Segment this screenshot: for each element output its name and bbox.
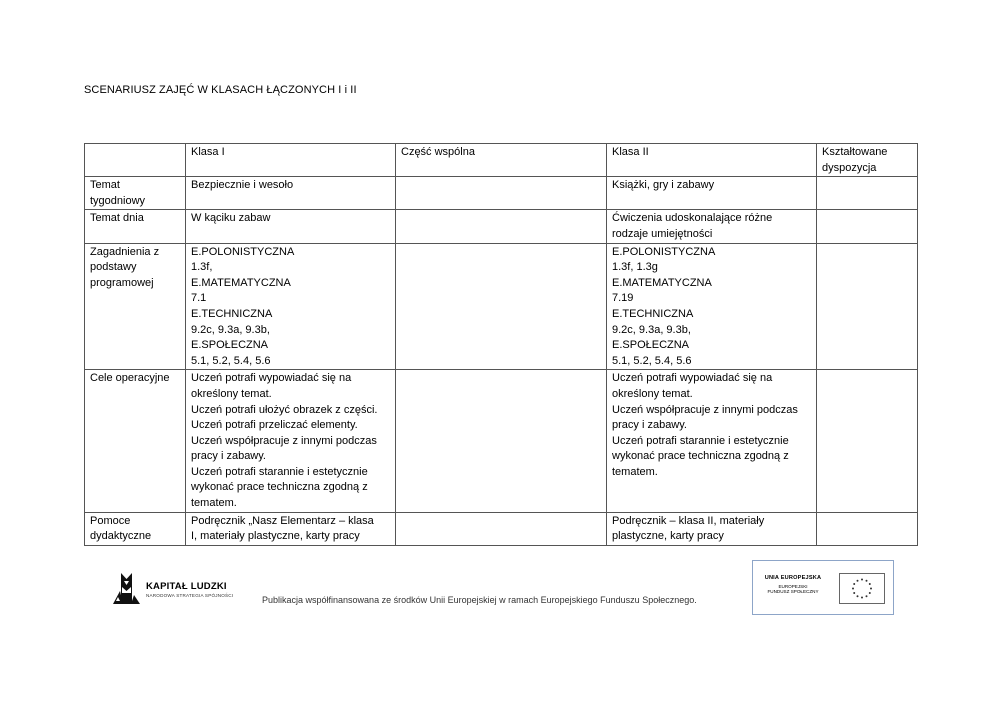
cell-text-line: Uczeń potrafi wypowiadać się na	[612, 372, 773, 385]
klasa-2-cell	[607, 177, 817, 210]
cell-text-line: pracy i zabawy.	[612, 419, 687, 432]
row-label-cell	[85, 370, 186, 512]
dyspozycja-cell	[817, 512, 918, 545]
klasa-2-cell	[607, 370, 817, 512]
cell-text-line: Uczeń potrafi starannie i estetycznie	[612, 434, 789, 447]
dyspozycja-cell	[817, 243, 918, 370]
eu-line-2: EUROPEJSKI	[778, 584, 808, 589]
czesc-wspolna-cell	[396, 210, 607, 243]
cell-text-line: Temat dnia	[90, 212, 144, 225]
cell-text-line: rodzaje umiejętności	[612, 227, 713, 240]
cell-text-line: W kąciku zabaw	[191, 212, 271, 225]
klasa-2-cell	[607, 210, 817, 243]
cell-text-line: określony temat.	[191, 387, 272, 400]
cell-text-line: 1.3f, 1.3g	[612, 261, 658, 274]
cell-text-line: E.MATEMATYCZNA	[191, 276, 291, 289]
cell-text-line: E.SPOŁECZNA	[612, 339, 690, 352]
cell-text-line: Cele operacyjne	[90, 372, 170, 385]
czesc-wspolna-cell	[396, 177, 607, 210]
header-label: Klasa II	[612, 146, 649, 158]
klasa-1-cell	[186, 243, 396, 370]
cell-text-line: Uczeń potrafi ułożyć obrazek z części.	[191, 403, 378, 416]
kapital-ludzki-emblem-icon	[112, 571, 142, 607]
klasa-1-cell	[186, 370, 396, 512]
cell-text-line: tematem.	[191, 497, 237, 510]
czesc-wspolna-cell	[396, 370, 607, 512]
eu-star	[869, 583, 871, 585]
table-row	[85, 177, 918, 210]
eu-star	[869, 592, 871, 594]
cell-text-line: pracy i zabawy.	[191, 450, 266, 463]
eu-logo-box	[752, 560, 894, 615]
cell-text-line: Ćwiczenia udoskonalające różne	[612, 212, 773, 225]
cell-text-line: Uczeń współpracuje z innymi podczas	[612, 403, 798, 416]
cell-text-line: E.TECHNICZNA	[191, 307, 273, 320]
cell-text-line: Temat	[90, 179, 120, 192]
klasa-1-cell	[186, 177, 396, 210]
logo-subtitle: NARODOWA STRATEGIA SPÓJNOŚCI	[146, 593, 234, 598]
cell-text-line: Książki, gry i zabawy	[612, 179, 715, 192]
table-row	[85, 243, 918, 370]
klasa-1-cell	[186, 512, 396, 545]
cell-text-line: 5.1, 5.2, 5.4, 5.6	[612, 354, 692, 367]
cell-text-line: Podręcznik – klasa II, materiały	[612, 514, 765, 527]
cell-text-line: I, materiały plastyczne, karty pracy	[191, 530, 360, 543]
cell-text-line: Pomoce	[90, 514, 131, 527]
eu-line-1: UNIA EUROPEJSKA	[764, 575, 822, 581]
cell-text-line: podstawy	[90, 261, 137, 274]
klasa-1-cell	[186, 210, 396, 243]
row-label-cell	[85, 177, 186, 210]
cell-text-line: Uczeń potrafi starannie i estetycznie	[191, 465, 368, 478]
cell-text-line: E.SPOŁECZNA	[191, 339, 269, 352]
lesson-table	[84, 143, 918, 546]
header-label: Kształtowane dyspozycja	[822, 146, 888, 174]
cell-text-line: programowej	[90, 276, 154, 289]
dyspozycja-cell	[817, 210, 918, 243]
cell-text-line: Uczeń potrafi wypowiadać się na	[191, 372, 352, 385]
cell-text-line: plastyczne, karty pracy	[612, 530, 724, 543]
header-label: Część wspólna	[401, 146, 475, 158]
cell-text-line: Bezpiecznie i wesoło	[191, 179, 294, 192]
cell-text-line: E.MATEMATYCZNA	[612, 276, 712, 289]
cell-text-line: E.TECHNICZNA	[612, 307, 694, 320]
cofinancing-note: Publikacja współfinansowana ze środków Unii Europejskiej w ramach Europejskiego Funduszu Społecznego.	[262, 595, 697, 605]
cell-text-line: 7.19	[612, 292, 634, 305]
header-cell-dyspozycja	[817, 144, 918, 177]
row-label-cell	[85, 210, 186, 243]
cell-text-line: 5.1, 5.2, 5.4, 5.6	[191, 354, 271, 367]
logo-name: KAPITAŁ LUDZKI	[146, 581, 227, 592]
eu-star	[853, 592, 855, 594]
dyspozycja-cell	[817, 177, 918, 210]
eu-star	[852, 588, 854, 590]
table-row	[85, 210, 918, 243]
cell-text-line: 1.3f,	[191, 261, 213, 274]
cell-text-line: Zagadnienia z	[90, 245, 160, 258]
header-cell-klasa-1	[186, 144, 396, 177]
cell-text-line: E.POLONISTYCZNA	[191, 245, 295, 258]
cell-text-line: wykonać prace techniczna zgodną z	[191, 481, 368, 494]
header-cell-klasa-2	[607, 144, 817, 177]
row-label-cell	[85, 512, 186, 545]
cell-text-line: E.POLONISTYCZNA	[612, 245, 716, 258]
eu-star	[853, 583, 855, 585]
header-cell-empty	[85, 144, 186, 177]
header-cell-czesc-wspolna	[396, 144, 607, 177]
cell-text-line: określony temat.	[612, 387, 693, 400]
klasa-2-cell	[607, 512, 817, 545]
table-header-row	[85, 144, 918, 177]
czesc-wspolna-cell	[396, 512, 607, 545]
table-row	[85, 370, 918, 512]
eu-star	[866, 580, 868, 582]
cell-text-line: Uczeń współpracuje z innymi podczas	[191, 434, 377, 447]
eu-star	[866, 595, 868, 597]
dyspozycja-cell	[817, 370, 918, 512]
czesc-wspolna-cell	[396, 243, 607, 370]
eu-star	[861, 597, 863, 599]
eu-line-3: FUNDUSZ SPOŁECZNY	[767, 589, 819, 594]
header-label: Klasa I	[191, 146, 225, 158]
page-title: SCENARIUSZ ZAJĘĆ W KLASACH ŁĄCZONYCH I i II	[84, 84, 357, 96]
eu-star	[857, 595, 859, 597]
cell-text-line: 7.1	[191, 292, 207, 305]
eu-star	[857, 580, 859, 582]
cell-text-line: Uczeń potrafi przeliczać elementy.	[191, 419, 358, 432]
eu-flag-icon	[839, 573, 885, 604]
cell-text-line: wykonać prace techniczna zgodną z	[612, 450, 789, 463]
cell-text-line: 9.2c, 9.3a, 9.3b,	[612, 323, 691, 336]
klasa-2-cell	[607, 243, 817, 370]
cell-text-line: 9.2c, 9.3a, 9.3b,	[191, 323, 270, 336]
table-row	[85, 512, 918, 545]
eu-star	[870, 588, 872, 590]
cell-text-line: tematem.	[612, 465, 658, 478]
eu-logo-text	[759, 575, 827, 594]
cell-text-line: Podręcznik „Nasz Elementarz – klasa	[191, 514, 374, 527]
cell-text-line: tygodniowy	[90, 194, 146, 207]
row-label-cell	[85, 243, 186, 370]
eu-star	[861, 579, 863, 581]
cell-text-line: dydaktyczne	[90, 530, 152, 543]
